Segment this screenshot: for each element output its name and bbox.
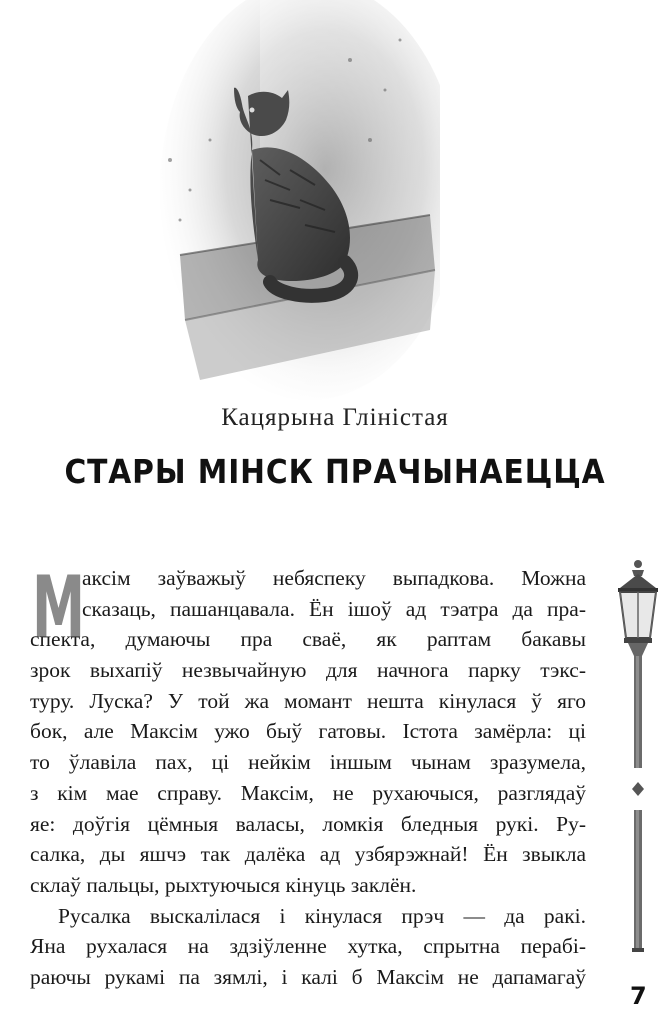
text-line: спекта, думаючы пра сваё, як раптам бакавы [30, 627, 586, 652]
text-line: яе: доўгiя цёмныя валасы, ломкiя бледныя рукi. Ру- [30, 811, 586, 836]
chapter-title: СТАРЫ МIНСК ПРАЧЫНАЕЦЦА [64, 452, 606, 491]
body-text [30, 558, 586, 993]
page-number: 7 [630, 982, 647, 1010]
text-line: зрок выхапiў незвычайную для начнога парку тэкс- [30, 658, 586, 683]
text-line: Яна рухалася на здзiўленне хутка, спрытна перабi- [30, 934, 586, 959]
text-line: бок, але Максiм ужо быў гатовы. Iстота замёрла: цi [30, 719, 586, 744]
text-line: аксiм заўважыў небяспеку выпадкова. Можна [82, 566, 586, 590]
cat-illustration [140, 0, 440, 400]
author-name: Кацярына Глiнiстая [221, 404, 449, 431]
text-line: сказаць, пашанцавала. Ён iшоў ад тэатра да пра- [82, 596, 586, 621]
text-line: туру. Луска? У той жа момант нешта кiнулася ў яго [30, 688, 586, 713]
drop-cap: М [32, 558, 86, 658]
text-line: раючы рукамi па зямлi, i калi б Максiм не дапамагаў [30, 964, 586, 989]
text-line: то ўлавiла пах, цi нейкiм iншым чынам зразумела, [30, 750, 586, 775]
text-line: Русалка выскалiлася i кiнулася прэч — да ракi. [58, 903, 586, 928]
text-line: з кiм мае справу. Максiм, не рухаючыся, разглядаў [30, 780, 586, 805]
text-line: салка, ды яшчэ так далёка ад узбярэжнай! Ён звыкла [30, 842, 586, 867]
text-line: склаў пальцы, рыхтуючыся кiнуць заклён. [30, 872, 417, 897]
lantern-icon [606, 558, 670, 958]
